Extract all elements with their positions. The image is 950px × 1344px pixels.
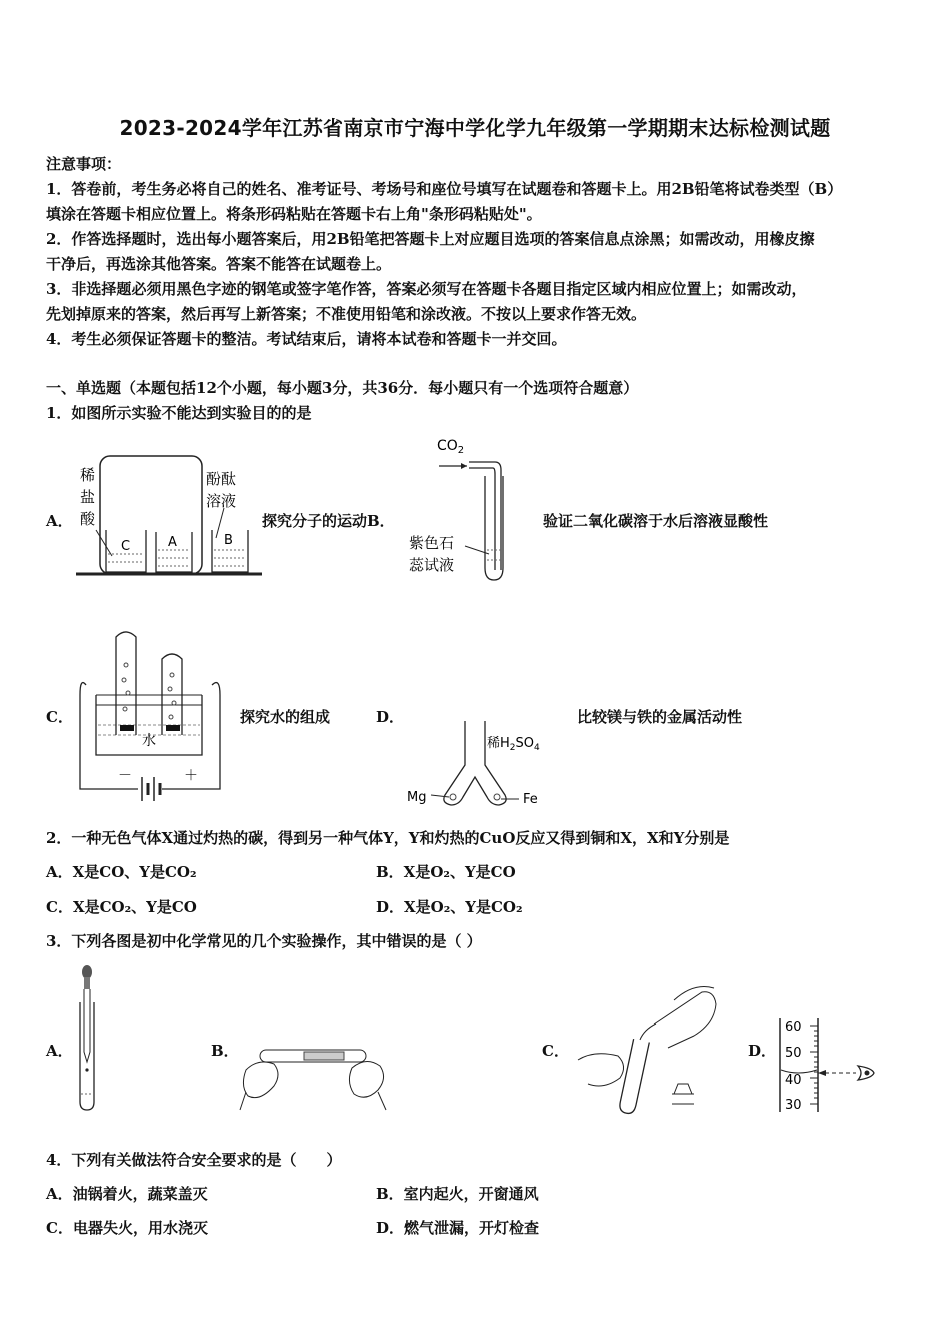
q4-option-a[interactable]: A．油锅着火，蔬菜盖灭 [46,1185,208,1203]
fig-q3c-pouring [574,980,724,1115]
notice-line: 3．非选择题必须用黑色字迹的钢笔或签字笔作答，答案必须写在答题卡各题目指定区域内相应位置上；如需改动， [46,280,807,298]
fig-q3b-hands-tube [238,1030,388,1112]
question-3-stem: 3．下列各图是初中化学常见的几个实验操作，其中错误的是（ ） [46,932,482,950]
scale-50: 50 [785,1046,802,1061]
fig-q3d-cylinder [776,1012,882,1116]
fig-q3a-dropper [70,962,104,1114]
question-2-stem: 2．一种无色气体X通过灼热的碳，得到另一种气体Y，Y和灼热的CuO反应又得到铜和X，X和Y分别是 [46,829,730,847]
q4-option-d[interactable]: D．燃气泄漏，开灯检查 [376,1219,540,1237]
plus-label: ＋ [184,768,198,784]
fig-q1d-y-tube [405,715,565,810]
q1-option-a-label[interactable]: A． [46,512,73,530]
q4-option-b[interactable]: B．室内起火，开窗通风 [376,1185,539,1203]
label-phenol: 酚酞 [206,470,237,488]
q2-option-d[interactable]: D．X是O₂、Y是CO₂ [376,898,523,916]
scale-30: 30 [785,1098,802,1113]
q3-option-d[interactable]: D． [748,1042,777,1060]
section-heading: 一、单选题（本题包括12个小题，每小题3分，共36分．每小题只有一个选项符合题意） [46,379,639,397]
notice-line: 干净后，再选涂其他答案。答案不能答在试题卷上。 [46,255,392,273]
notice-heading: 注意事项： [46,155,122,173]
q1-option-c-label[interactable]: C． [46,708,73,726]
beaker-c-label: C [121,539,131,554]
label-solution: 溶液 [206,492,237,510]
q2-option-b[interactable]: B．X是O₂、Y是CO [376,863,516,881]
label-yan: 盐 [80,488,96,506]
page-title: 2023-2024学年江苏省南京市宁海中学化学九年级第一学期期末达标检测试题 [119,116,831,140]
mg-label: Mg [407,790,427,805]
q1-option-b-text[interactable]: 验证二氧化碳溶于水后溶液显酸性 [543,512,769,530]
question-1-stem: 1．如图所示实验不能达到实验目的的是 [46,404,312,422]
fe-label: Fe [523,792,538,807]
beaker-a-label: A [168,535,177,550]
fig-q1c-electrolysis [76,625,226,810]
notice-line: 先划掉原来的答案，然后再写上新答案；不准使用铅笔和涂改液。不按以上要求作答无效。 [46,305,647,323]
notice-line: 填涂在答题卡相应位置上。将条形码粘贴在答题卡右上角"条形码粘贴处"。 [46,205,542,223]
minus-label: － [118,768,132,784]
q1-option-d-text[interactable]: 比较镁与铁的金属活动性 [577,708,743,726]
litmus-label-1: 紫色石 [409,534,455,552]
q1-option-d-label[interactable]: D． [376,708,405,726]
q1-option-c-text[interactable]: 探究水的组成 [240,708,331,726]
scale-40: 40 [785,1073,802,1088]
scale-60: 60 [785,1020,802,1035]
fig-q1a-beakers [76,450,262,580]
q3-option-a[interactable]: A． [46,1042,73,1060]
q2-option-c[interactable]: C．X是CO₂、Y是CO [46,898,197,916]
q4-option-c[interactable]: C．电器失火，用水浇灭 [46,1219,208,1237]
q2-option-a[interactable]: A．X是CO、Y是CO₂ [46,863,197,881]
notice-line: 4．考生必须保证答题卡的整洁。考试结束后，请将本试卷和答题卡一并交回。 [46,330,567,348]
q1-option-a-text[interactable]: 探究分子的运动B． [262,512,395,530]
label-xi: 稀 [80,466,96,484]
q3-option-c[interactable]: C． [542,1042,569,1060]
co2-label: $CO_2$ [437,438,465,456]
label-suan: 酸 [80,510,96,528]
beaker-b-label: B [224,533,233,548]
question-4-stem: 4．下列有关做法符合安全要求的是（ ） [46,1151,342,1169]
q3-option-b[interactable]: B． [211,1042,239,1060]
notice-line: 2．作答选择题时，选出每小题答案后，用2B铅笔把答题卡上对应题目选项的答案信息点涂黑；如需改动，用橡皮擦 [46,230,815,248]
water-label: 水 [142,733,156,749]
notice-line: 1．答卷前，考生务必将自己的姓名、准考证号、考场号和座位号填写在试题卷和答题卡上。用2B铅笔将试卷类型（B） [46,180,843,198]
fig-q1b-test-tube [405,430,515,586]
litmus-label-2: 蕊试液 [409,556,455,574]
acid-label: 稀$H_2SO_4$ [487,736,540,753]
